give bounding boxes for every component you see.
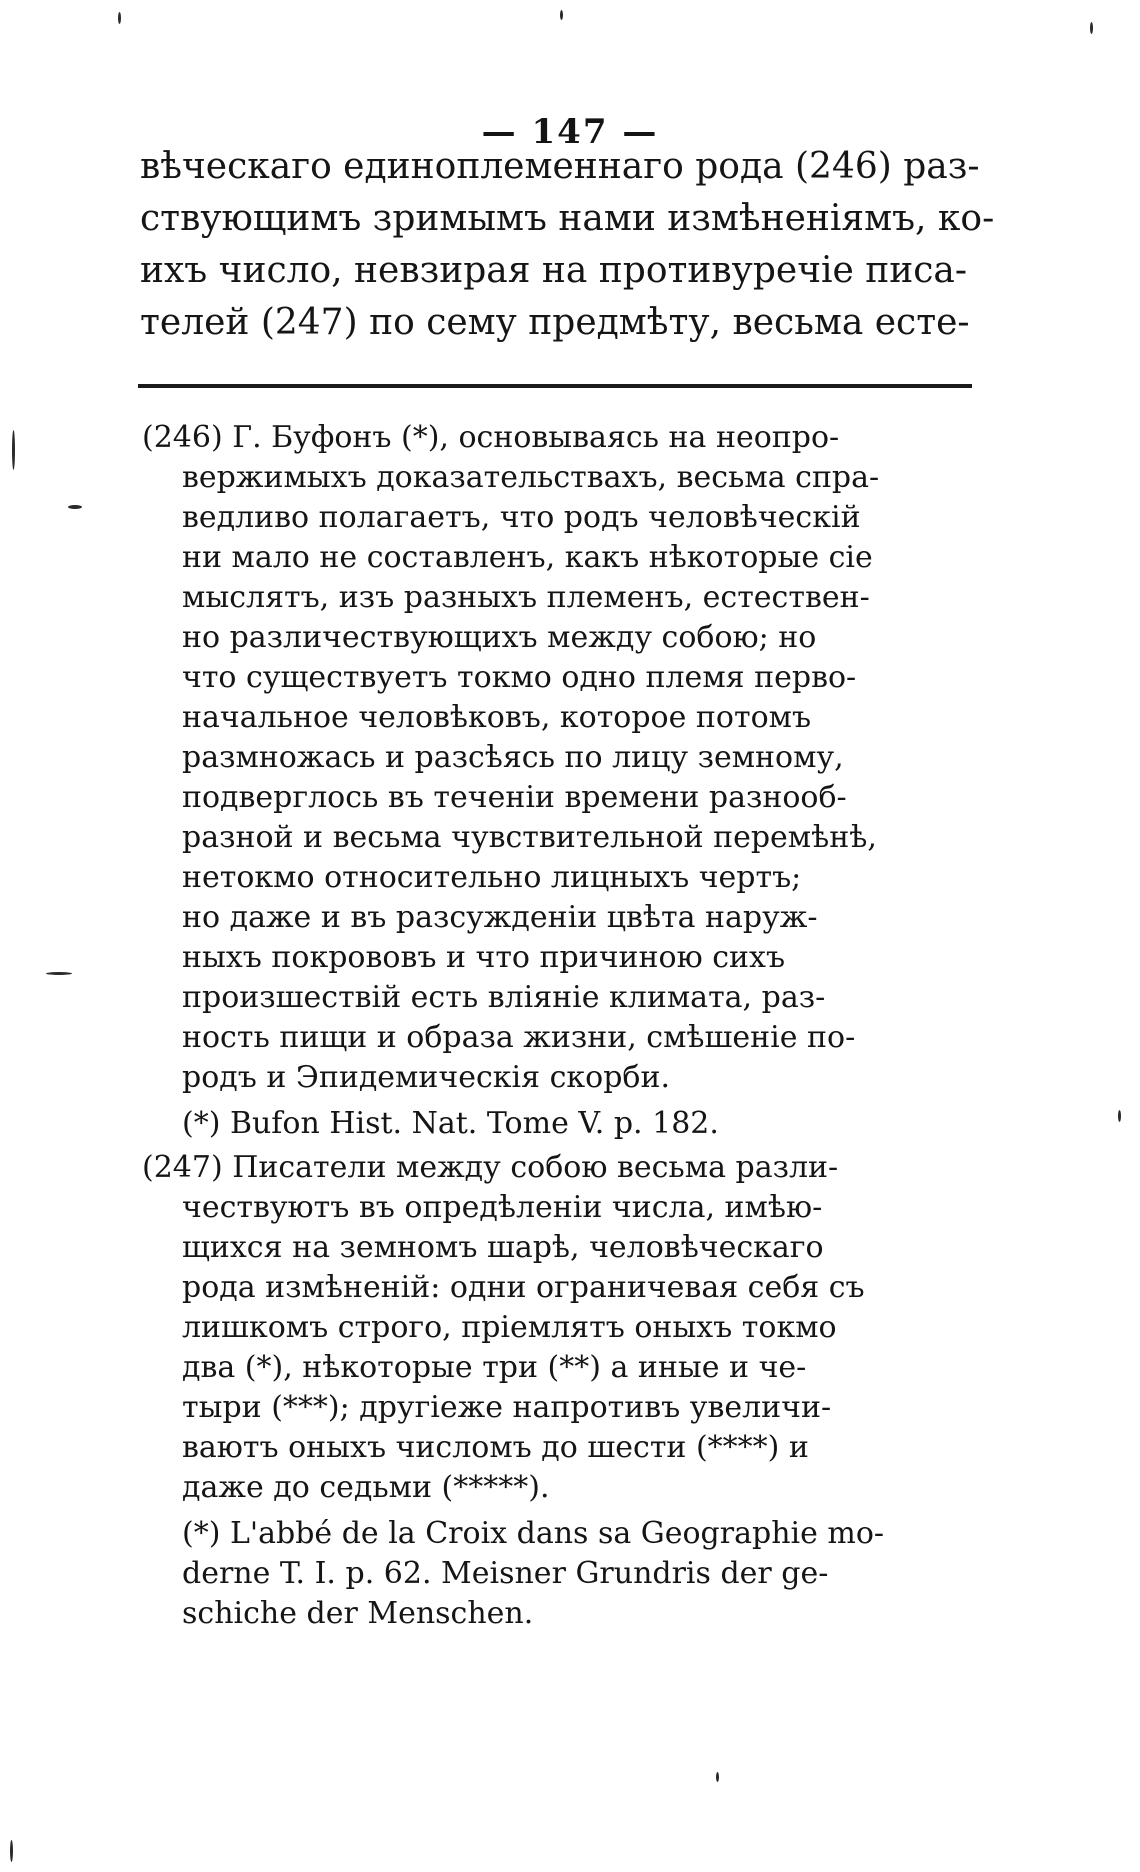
- scan-speck: [10, 1840, 13, 1862]
- footnote-246-line: вержимыхъ доказательствахъ, весьма спра-: [182, 460, 880, 495]
- scan-speck: [716, 1772, 719, 1782]
- footnote-246-line: разной и весьма чувствительной перемѣнѣ,: [182, 820, 877, 855]
- main-text-line: вѣческаго единоплеменнаго рода (246) раз-: [140, 146, 980, 187]
- footnote-246-line: начальное человѣковъ, которое потомъ: [182, 700, 812, 735]
- footnote-246-sub-reference: (*) Bufon Hist. Nat. Tome V. p. 182.: [182, 1106, 719, 1141]
- footnote-246-line: родъ и Эпидемическія скорби.: [182, 1060, 670, 1095]
- footnote-246-line: ность пищи и образа жизни, смѣшеніе по-: [182, 1020, 856, 1055]
- scan-speck: [560, 10, 563, 20]
- footnote-246-line: подверглось въ теченіи времени разнооб-: [182, 780, 847, 815]
- footnote-247-line: тыри (***); другіеже напротивъ увеличи-: [182, 1390, 832, 1425]
- footnote-246-line: произшествій есть вліяніе климата, раз-: [182, 980, 826, 1015]
- footnote-247-sub-reference: derne T. I. p. 62. Meisner Grundris der ge-: [182, 1556, 829, 1591]
- footnote-246-line: мыслятъ, изъ разныхъ племенъ, естествен-: [182, 580, 870, 615]
- footnote-247-line: (247) Писатели между собою весьма разли-: [142, 1150, 839, 1185]
- main-text-line: ихъ число, невзирая на противуречіе писа-: [140, 250, 968, 291]
- footnote-246-line: но различествующихъ между собою; но: [182, 620, 817, 655]
- footnote-247-line: чествуютъ въ опредѣленіи числа, имѣю-: [182, 1190, 823, 1225]
- footnote-247-line: даже до седьми (*****).: [182, 1470, 550, 1505]
- footnote-246-line: но даже и въ разсужденіи цвѣта наруж-: [182, 900, 818, 935]
- footnote-246-line: (246) Г. Буфонъ (*), основываясь на неопро-: [142, 420, 840, 455]
- scan-speck: [46, 972, 72, 975]
- footnote-246-line: нетокмо относительно лицныхъ чертъ;: [182, 860, 802, 895]
- footnote-246-line: размножась и разсѣясь по лицу земному,: [182, 740, 844, 775]
- footnote-247-line: лишкомъ строго, пріемлятъ оныхъ токмо: [182, 1310, 837, 1345]
- page-number: — 147 —: [481, 112, 659, 152]
- footnote-247-sub-reference: schiche der Menschen.: [182, 1596, 534, 1631]
- footnote-separator-rule: [138, 384, 972, 388]
- main-text-line: ствующимъ зримымъ нами измѣненіямъ, ко-: [140, 198, 995, 239]
- footnote-247-line: два (*), нѣкоторые три (**) а иные и че-: [182, 1350, 807, 1385]
- footnote-247-line: щихся на земномъ шарѣ, человѣческаго: [182, 1230, 824, 1265]
- scan-speck: [118, 12, 121, 24]
- scan-speck: [12, 430, 15, 470]
- scan-speck: [1118, 1110, 1121, 1122]
- footnote-246-line: ни мало не составленъ, какъ нѣкоторые сіе: [182, 540, 873, 575]
- scan-speck: [68, 505, 82, 509]
- footnote-246-line: ведливо полагаетъ, что родъ человѣческій: [182, 500, 861, 535]
- footnote-246-line: ныхъ покрововъ и что причиною сихъ: [182, 940, 786, 975]
- footnote-247-line: рода измѣненій: одни ограничевая себя съ: [182, 1270, 865, 1305]
- scan-speck: [1090, 22, 1093, 34]
- footnote-247-sub-reference: (*) L'abbé de la Croix dans sa Geographie mo-: [182, 1516, 885, 1551]
- footnote-246-line: что существуетъ токмо одно племя перво-: [182, 660, 857, 695]
- footnote-247-line: ваютъ оныхъ числомъ до шести (****) и: [182, 1430, 809, 1465]
- main-text-line: телей (247) по сему предмѣту, весьма есте-: [140, 302, 970, 343]
